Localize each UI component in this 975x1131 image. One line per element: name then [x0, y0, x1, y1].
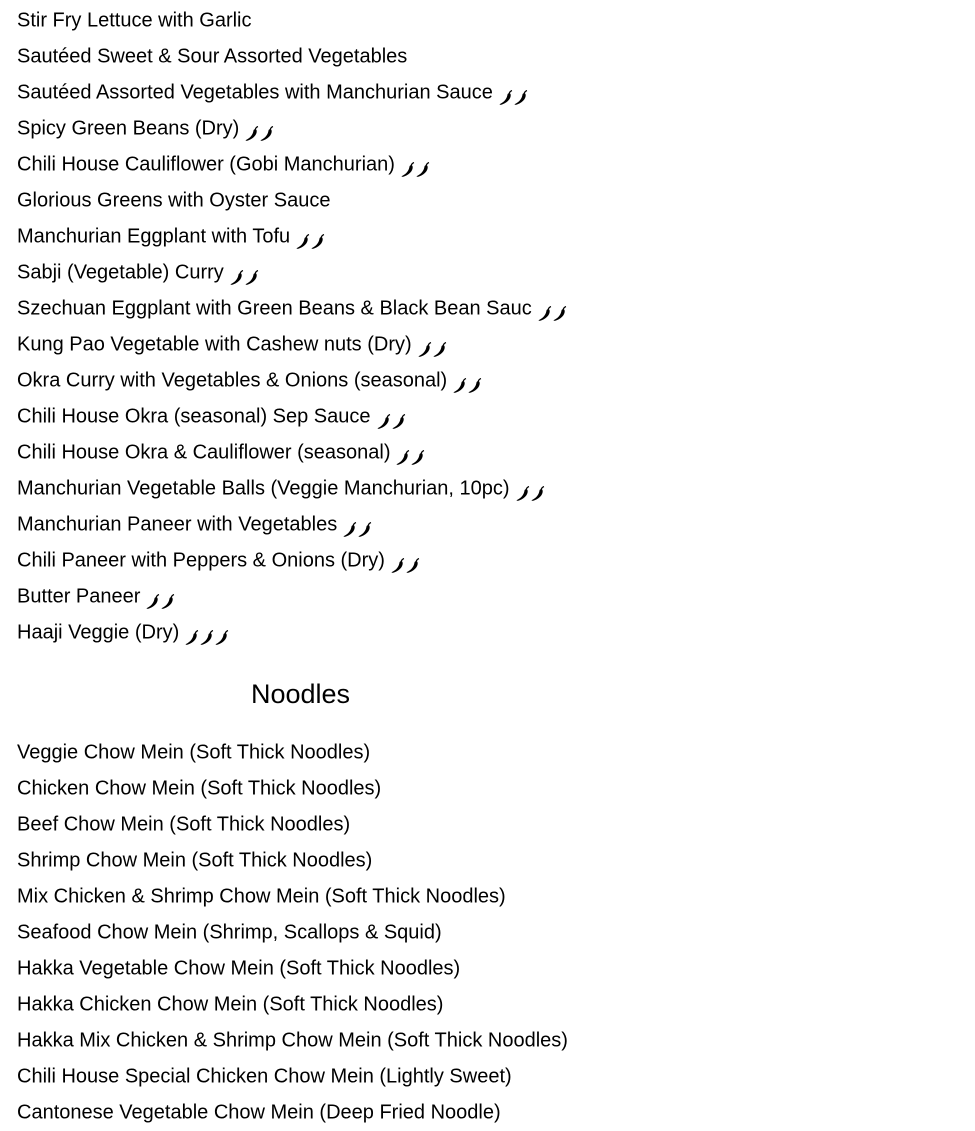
chili-pepper-icon — [514, 90, 529, 106]
menu-item-name: Hakka Mix Chicken & Shrimp Chow Mein (Soft Thick Noodles) — [17, 1029, 568, 1052]
chili-pepper-icon — [553, 306, 568, 322]
chili-pepper-icon — [245, 270, 260, 286]
menu-item — [17, 614, 568, 650]
chili-pepper-icon — [230, 270, 245, 286]
menu-item-name: Spicy Green Beans (Dry) — [17, 117, 240, 140]
noodle-dish-list — [17, 734, 568, 1130]
menu-item-name: Beef Chow Mein (Soft Thick Noodles) — [17, 813, 351, 836]
menu-item-name: Hakka Vegetable Chow Mein (Soft Thick Noodles) — [17, 957, 461, 980]
menu-item-name: Butter Paneer — [17, 585, 141, 608]
chili-pepper-icon — [161, 594, 176, 610]
menu-item — [17, 506, 568, 542]
menu-item-name: Chicken Chow Mein (Soft Thick Noodles) — [17, 777, 382, 800]
chili-pepper-icon — [377, 414, 392, 430]
spice-level — [401, 154, 431, 170]
chili-pepper-icon — [538, 306, 553, 322]
chili-pepper-icon — [418, 342, 433, 358]
menu-item-name: Okra Curry with Vegetables & Onions (seasonal) — [17, 369, 448, 392]
spice-level — [453, 370, 483, 386]
menu-item-name: Shrimp Chow Mein (Soft Thick Noodles) — [17, 849, 373, 872]
menu-item-name: Chili House Okra & Cauliflower (seasonal) — [17, 441, 391, 464]
menu-item — [17, 578, 568, 614]
menu-item-name: Mix Chicken & Shrimp Chow Mein (Soft Thick Noodles) — [17, 885, 506, 908]
menu-item — [17, 398, 568, 434]
chili-pepper-icon — [531, 486, 546, 502]
chili-pepper-icon — [453, 378, 468, 394]
chili-pepper-icon — [260, 126, 275, 142]
chili-pepper-icon — [200, 630, 215, 646]
chili-pepper-icon — [185, 630, 200, 646]
menu-item — [17, 110, 568, 146]
menu-item — [17, 770, 568, 806]
menu-item-name: Sautéed Sweet & Sour Assorted Vegetables — [17, 45, 408, 68]
spice-level — [185, 622, 230, 638]
menu-item-name: Stir Fry Lettuce with Garlic — [17, 9, 252, 32]
menu-item-name: Kung Pao Vegetable with Cashew nuts (Dry) — [17, 333, 412, 356]
chili-pepper-icon — [146, 594, 161, 610]
menu-item — [17, 470, 568, 506]
menu-item-name: Manchurian Eggplant with Tofu — [17, 225, 291, 248]
spice-level — [499, 82, 529, 98]
spice-level — [343, 514, 373, 530]
spice-level — [418, 334, 448, 350]
chili-pepper-icon — [215, 630, 230, 646]
chili-pepper-icon — [433, 342, 448, 358]
spice-level — [146, 586, 176, 602]
spice-level — [230, 262, 260, 278]
chili-pepper-icon — [391, 558, 406, 574]
menu-item-name: Manchurian Vegetable Balls (Veggie Manchurian, 10pc) — [17, 477, 510, 500]
chili-pepper-icon — [343, 522, 358, 538]
menu-item-name: Chili House Okra (seasonal) Sep Sauce — [17, 405, 371, 428]
menu-item-name: Chili Paneer with Peppers & Onions (Dry) — [17, 549, 385, 572]
menu-item — [17, 218, 568, 254]
menu-item — [17, 2, 568, 38]
spice-level — [296, 226, 326, 242]
spice-level — [538, 298, 568, 314]
menu-item — [17, 878, 568, 914]
chili-pepper-icon — [416, 162, 431, 178]
spice-level — [516, 478, 546, 494]
menu-item — [17, 914, 568, 950]
menu-item — [17, 1058, 568, 1094]
chili-pepper-icon — [499, 90, 514, 106]
chili-pepper-icon — [406, 558, 421, 574]
menu-item — [17, 734, 568, 770]
chili-pepper-icon — [358, 522, 373, 538]
menu-item — [17, 986, 568, 1022]
menu-item-name: Haaji Veggie (Dry) — [17, 621, 180, 644]
chili-pepper-icon — [245, 126, 260, 142]
menu-item-name: Glorious Greens with Oyster Sauce — [17, 189, 331, 212]
menu-item — [17, 542, 568, 578]
menu-item-name: Seafood Chow Mein (Shrimp, Scallops & Squid) — [17, 921, 442, 944]
chili-pepper-icon — [396, 450, 411, 466]
menu-item — [17, 290, 568, 326]
menu-item-name: Sautéed Assorted Vegetables with Manchurian Sauce — [17, 81, 493, 104]
section-title-noodles: Noodles — [251, 679, 351, 709]
spice-level — [377, 406, 407, 422]
spice-level — [391, 550, 421, 566]
chili-pepper-icon — [311, 234, 326, 250]
menu-item — [17, 1094, 568, 1130]
menu-item — [17, 1022, 568, 1058]
menu-item-name: Chili House Special Chicken Chow Mein (Lightly Sweet) — [17, 1065, 512, 1088]
menu-item — [17, 74, 568, 110]
menu-item-name: Manchurian Paneer with Vegetables — [17, 513, 338, 536]
chili-pepper-icon — [401, 162, 416, 178]
menu-item — [17, 434, 568, 470]
menu-item-name: Hakka Chicken Chow Mein (Soft Thick Noodles) — [17, 993, 444, 1016]
spice-level — [396, 442, 426, 458]
menu-item — [17, 806, 568, 842]
menu-item-name: Cantonese Vegetable Chow Mein (Deep Fried Noodle) — [17, 1101, 501, 1124]
menu-item — [17, 38, 568, 74]
chili-pepper-icon — [296, 234, 311, 250]
menu-item — [17, 254, 568, 290]
menu-item — [17, 146, 568, 182]
menu-item-name: Chili House Cauliflower (Gobi Manchurian) — [17, 153, 395, 176]
chili-pepper-icon — [468, 378, 483, 394]
vegetable-dish-list — [17, 2, 568, 650]
menu-item — [17, 362, 568, 398]
menu-item — [17, 950, 568, 986]
menu-item — [17, 182, 568, 218]
menu-item — [17, 326, 568, 362]
menu-item-name: Sabji (Vegetable) Curry — [17, 261, 224, 284]
spice-level — [245, 118, 275, 134]
menu-item — [17, 842, 568, 878]
menu-item-name: Veggie Chow Mein (Soft Thick Noodles) — [17, 741, 371, 764]
chili-pepper-icon — [516, 486, 531, 502]
menu-item-name: Szechuan Eggplant with Green Beans & Black Bean Sauc — [17, 297, 532, 320]
chili-pepper-icon — [392, 414, 407, 430]
chili-pepper-icon — [411, 450, 426, 466]
